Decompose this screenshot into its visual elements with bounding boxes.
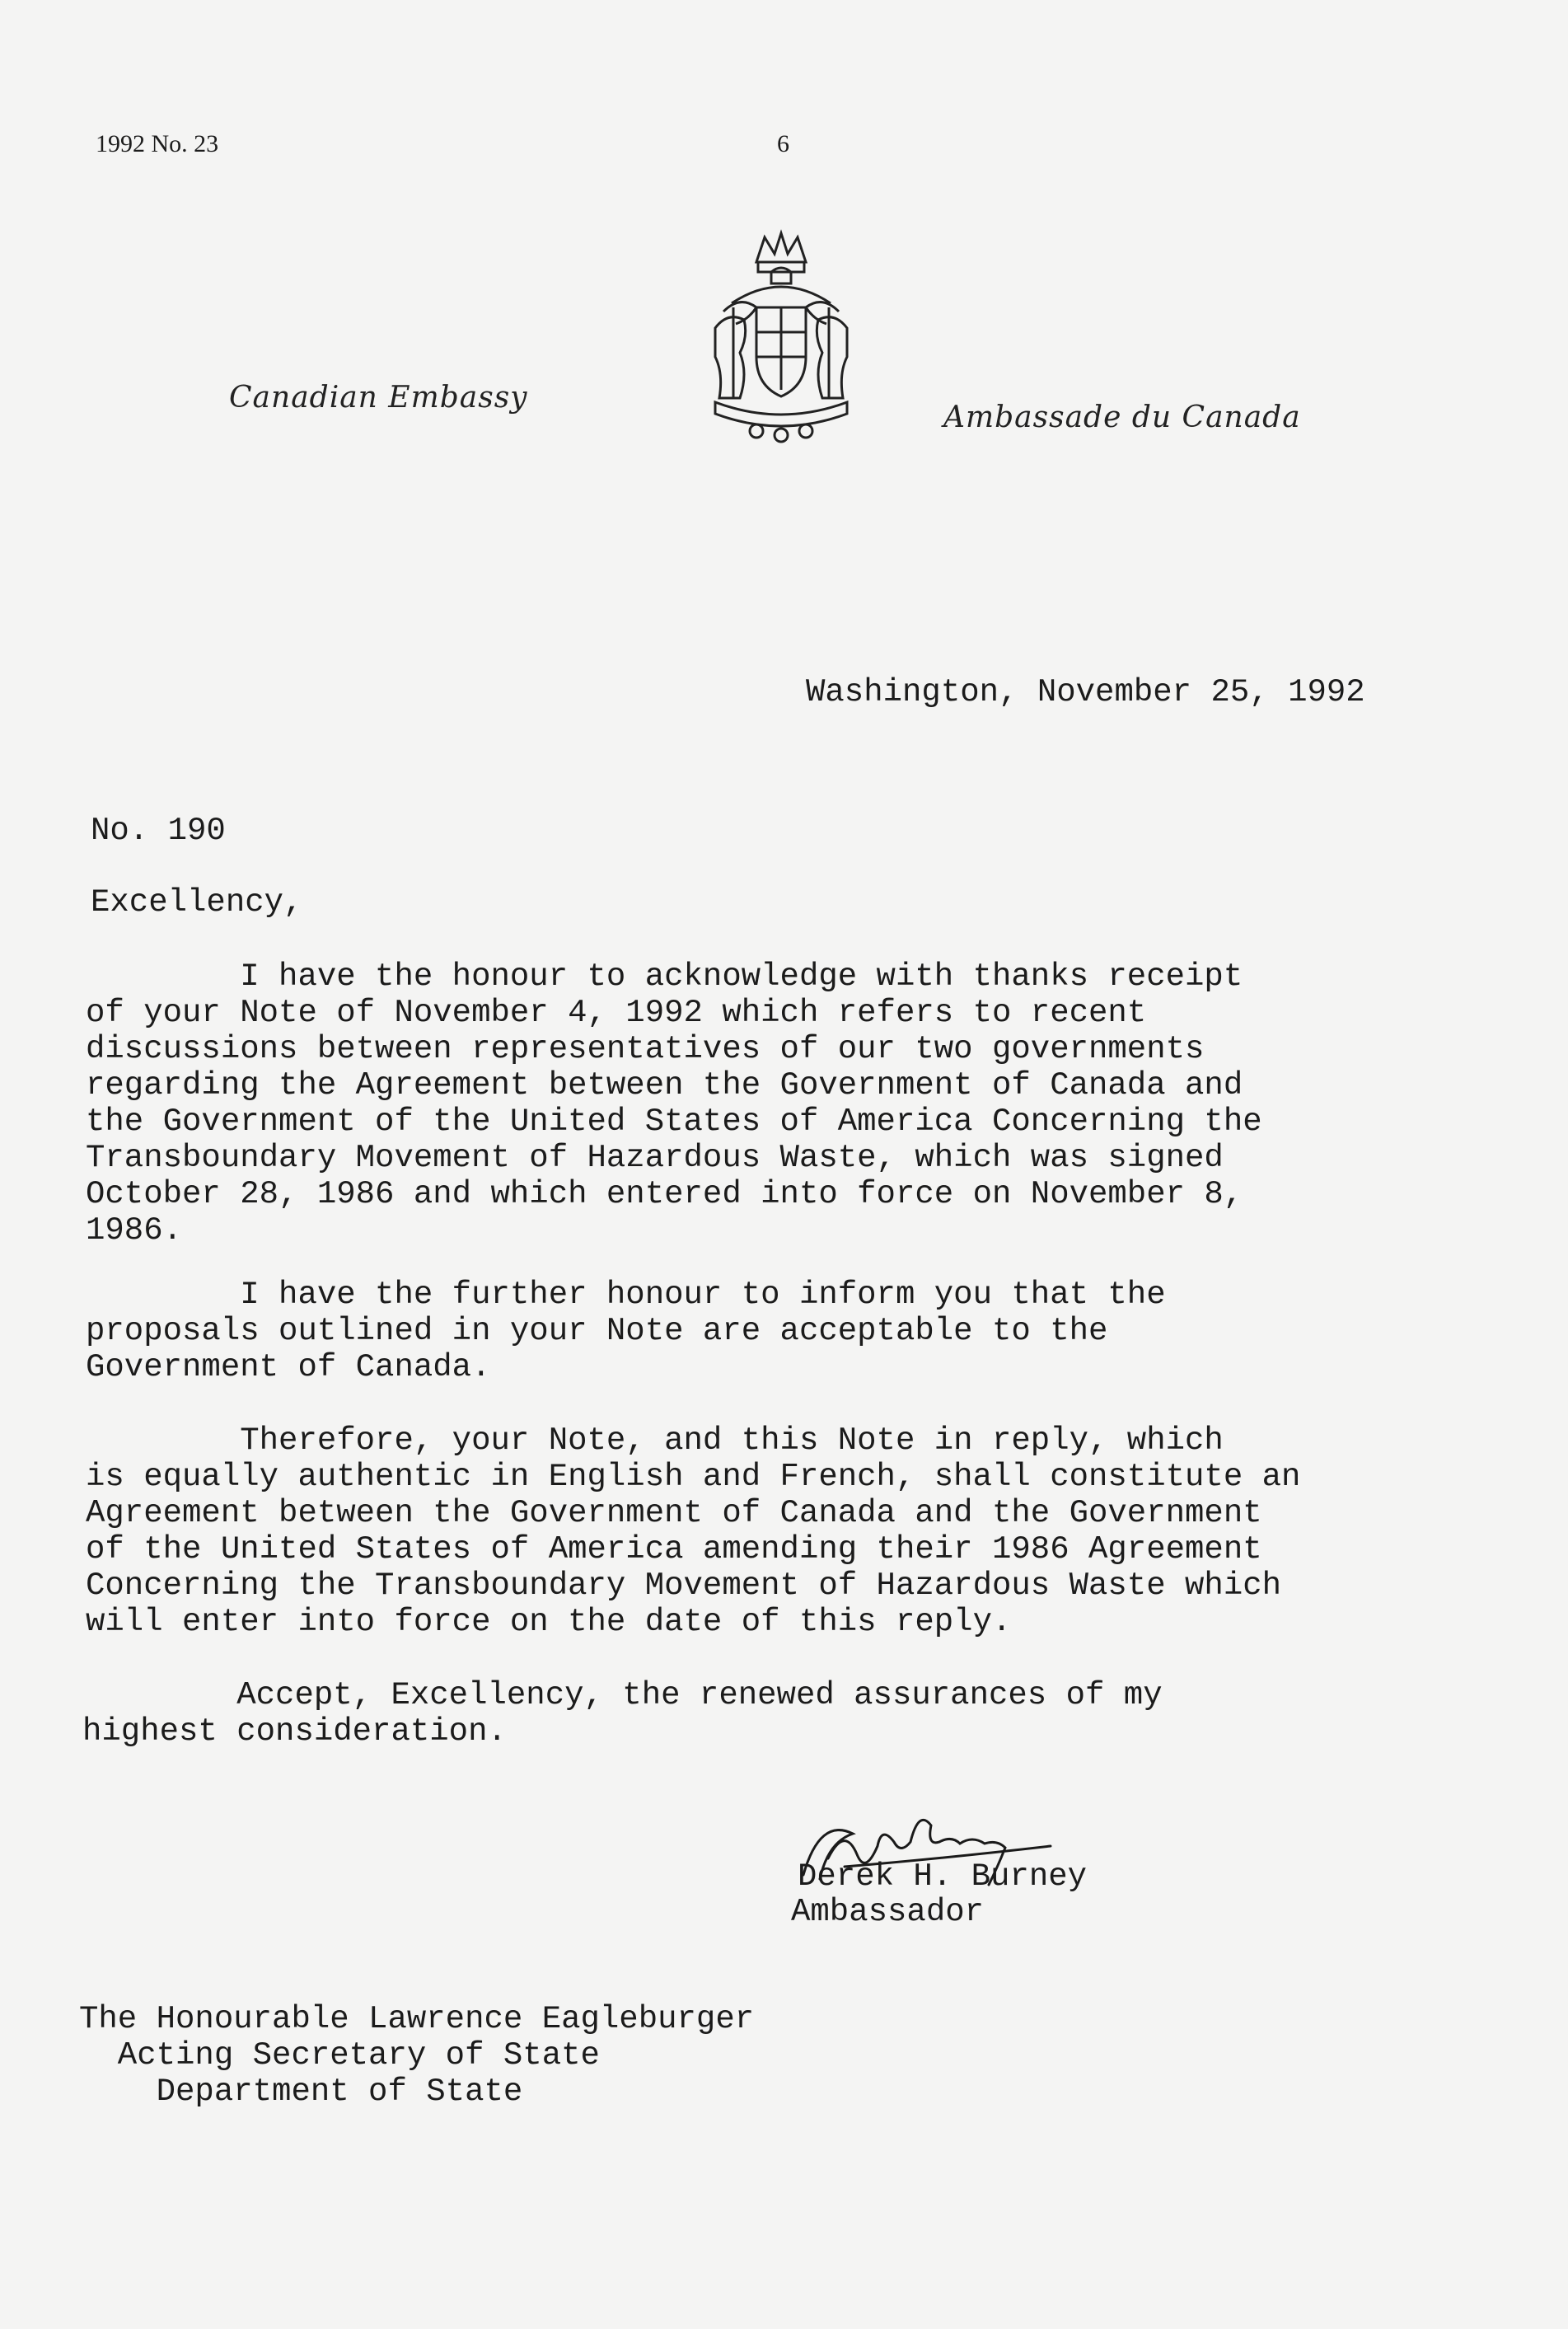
salutation: Excellency, [91, 884, 303, 921]
text-line: Agreement between the Government of Canada and the Government [86, 1495, 1262, 1531]
paragraph-acknowledgement [86, 958, 1519, 1249]
text-line: of the United States of America amending their 1986 Agreement [86, 1531, 1262, 1568]
text-line: Therefore, your Note, and this Note in reply, which [86, 1422, 1224, 1459]
page-number: 6 [777, 130, 789, 157]
text-line: Accept, Excellency, the renewed assurances of my [82, 1677, 1163, 1713]
text-line: is equally authentic in English and French, shall constitute an [86, 1459, 1301, 1495]
text-line: of your Note of November 4, 1992 which refers to recent [86, 995, 1147, 1031]
text-line: Transboundary Movement of Hazardous Waste, which was signed [86, 1140, 1224, 1176]
addressee-title: Acting Secretary of State [79, 2037, 600, 2074]
note-number: No. 190 [91, 813, 226, 849]
text-line: highest consideration. [82, 1713, 507, 1750]
letterhead-french: Ambassade du Canada [943, 401, 1301, 434]
coat-of-arms-icon [699, 229, 864, 452]
text-line: regarding the Agreement between the Government of Canada and [86, 1067, 1243, 1104]
text-line: the Government of the United States of America Concerning the [86, 1104, 1262, 1140]
text-line: I have the honour to acknowledge with thanks receipt [86, 958, 1243, 995]
document-reference: 1992 No. 23 [96, 130, 219, 157]
text-line: 1986. [86, 1212, 183, 1249]
text-line: Government of Canada. [86, 1349, 491, 1385]
paragraph-agreement [86, 1422, 1519, 1640]
text-line: I have the further honour to inform you that the [86, 1277, 1166, 1313]
text-line: will enter into force on the date of this reply. [86, 1604, 1012, 1640]
text-line: Concerning the Transboundary Movement of Hazardous Waste which [86, 1568, 1282, 1604]
place-date: Washington, November 25, 1992 [806, 674, 1365, 710]
text-line: discussions between representatives of our two governments [86, 1031, 1205, 1067]
signer-title: Ambassador [791, 1894, 985, 1930]
addressee-name: The Honourable Lawrence Eagleburger [79, 2001, 755, 2037]
text-line: October 28, 1986 and which entered into force on November 8, [86, 1176, 1243, 1212]
letterhead-english: Canadian Embassy [229, 381, 528, 415]
signer-name: Derek H. Burney [798, 1858, 1088, 1895]
text-line: proposals outlined in your Note are acceptable to the [86, 1313, 1108, 1349]
addressee-department: Department of State [79, 2074, 523, 2110]
paragraph-acceptance [86, 1277, 1519, 1385]
bleed-through-text [124, 202, 1214, 273]
paragraph-closing [82, 1677, 1516, 1750]
